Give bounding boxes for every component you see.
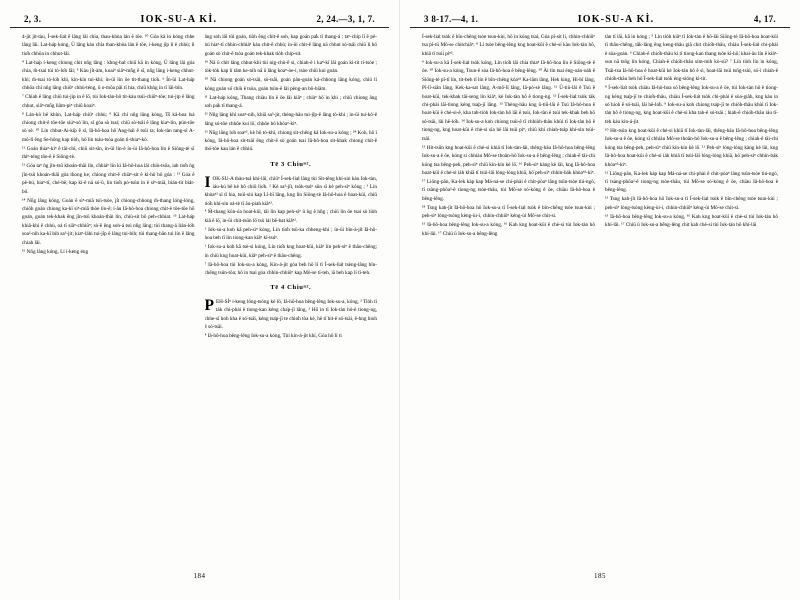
paragraph: 4-jit jit-tàu, Í-sek-lia̍t ê lâng lâi chia, thau-khòa lán ê tōe. ¹⁰ Góa kā in kóng chhe lâng lâi. Lat-ha̍p kóng, Ū lâng kàu chia than-khòa lán ê tōe, i-keng jîp lí ê chhù; lí tio̍h chhōa in chhut-lâi. <box>22 34 195 57</box>
paragraph: ¹⁶ Nn̄g lâng kóng, Lí í-keng éng <box>22 248 89 255</box>
paragraph: ¹³ Tsng kah-jīt Iâ-hô-hoa hō͘ Iok-su-a tī Í-sek-lia̍t tsòk ê bīn-chêng tsòe tsun-kùi ; peh-sìⁿ lóng-tsóng kèng-ùi-i, chhin-chhiūⁿ kéng-ùi Mô͘-se chit-sì. <box>605 196 778 211</box>
right-page-header-title: IOK-SU-A KÌ. <box>577 14 655 25</box>
paragraph: ⁷ Iâ-hô-hoa tùi Iok-su-a kóng, Kin-á-jit góa beh hō͘ lí tī Í-sek-lia̍t tsèng-lâng bīn-chêng tsûn-tōa; hō͘ in tsai góa chhin-chhiūⁿ kap Mô͘-se tī-teh, iā beh kap lí tī-teh. <box>204 261 377 276</box>
right-page-header-right: 4, 17. <box>753 14 776 24</box>
right-page-header-left: 3 8-17.—4, 1. <box>424 14 479 24</box>
right-page-column-1 <box>422 33 595 573</box>
drop-cap-letter: I <box>204 173 211 191</box>
paragraph: ¹⁸ Tsng kah-jīt Iâ-hô-hoa hō͘ Iok-su-a tī Í-sek-lia̍t tsòk ê bīn-chêng tsòe tsun-kùi ; peh-sìⁿ lóng-tsóng kèng-ùi-i, chhin-chhiūⁿ kéng-ùi Mô͘-se chit-sì. <box>422 204 595 220</box>
paragraph: ⁸ Lán-kò͘ bē khùn, Lat-ha̍p chiūⁿ chhù; ⁹ Kā chí nn̄g lâng kóng, Ts̄ kā-hoa lsá chiong chit-ê tōe-tōe siúⁿ-sò͘ lín, sî góa sò͘ tsai; chiū sò͘-tsâi ê lâng kiaⁿ-lín, pún-tōe sò͘ sè. ¹⁰ Lín chhut-Ai-ki̍p ê sî, Iâ-hô-hoa hō͘ Ang-hái ê tsúi ta; Iok-tàn tang-sì A-mô͘-lî êng Se-hông kap tiòh, hō͘ lín tsáu-tsòa goán tì-thiaⁿ-kò͘. <box>22 111 195 143</box>
left-page-columns <box>10 33 389 573</box>
paragraph-text: EH-SÌⁿ í-keng lóng-tsóng kè lō͘, Iâ-hô-hoa bêng-lêng Iok-su-a, kóng, ² Tiòh tī tàk chi-phài ê tiong-kan kéng cha̍p-jī lâng, ³ Hō͘ in tī Iok-tàn hô-ê tiong-ng, chhe-sī hoh kha ê só͘-tsāi, kéng tsa̍p-jī te chio̍h tòa kè, hē tī hit-ê só͘-tsāi, ê-hng hioh ê só͘-tsāi. <box>204 299 377 331</box>
left-page-column-1 <box>22 33 195 573</box>
paragraph: ⁴ Lat-ha̍p í-keng chiong chit nn̄g lâng : khng-ba̍t chiū kā in kóng, Ū lâng lâi góa chia, m̄-tsai tùi tó-lo̍h lâi; ⁵ Kàu ji̍t-àm, koaiⁿ siâⁿ-mn̂g ê sî, nn̄g lâng í-keng chhut-khì; m̄-tsai tó-lo̍h khì, kín-kín tui-khì; ín-ūi lín ōe tit-thang tio̍h. ⁶ Ín-ūi Lat-ha̍p chhōa chí nn̄g lâng chiūⁿ chhù-téng, ū o-môa pâi tī hia, chiū khǹg in tī lāi-bīn. <box>22 59 195 92</box>
paragraph: ¹⁹ Nā ū chit lâng chhut-khì tùi níg-chù-ê sì, chiah-ê i kaⁿ-kī lâi goán kì-tit ti-tsòe ; tòk-tòk kap lí tâm ke-nih nā ū lâng koaⁿ-òe-i, tsòe chiū kui goán. <box>204 59 377 75</box>
chapter-3-opening-paragraph <box>205 175 378 209</box>
chapter-heading-4: Tē 4 Chiuⁿ². <box>270 284 312 292</box>
left-page-column-2 <box>205 33 378 573</box>
left-page-header-right: 2, 24.—3, 1, 7. <box>316 14 375 24</box>
left-page-header-title: IOK-SU-A KÌ. <box>140 14 218 25</box>
paragraph-text: OK-SU-A thàu-tsá khí-lâi, chiūⁿ Í-sek-lia̍t lâng tùi Sit-tēng khí-sin kàu Iok-tàn, iáu-kú bē kè hô chiū lio̍h. ² Kè sa³-ji̍t, tsòk-tsúⁿ sûn sī kè peh-sìⁿ kóng ; ³ Lín khòaⁿ² sī tī hia, tsúi-siú kap Lî-bī lâng, kng lín Siōng-tè Iâ-hô-hoa ê hoat-kūi, chiū tio̍h khí-sin oá-tè tī āu-piah kiâⁿ². <box>204 175 377 207</box>
paragraph: tàn tī lāi, kā in kóng ; ⁵ Lín tiòh kiâⁿ tī Iok-tàn ê hô-lāi Siōng-tè Iâ-hô-hoa hoat-kūi tī thâu-chêng, tāk-lâng êng keng-thâu giâ chit chio̍h-thâu, chiàu Í-sek-lia̍t chi-phài ê sòa-goán. ⁶ Chiah-ê chio̍h-thâu ki tī tiong-kan thang tsòe kì-hō͘; khai-āu lín ê kiáⁿ-sun nā tsn̄g lín kóng, Chiah-ê chio̍h-thâu sím-mih kò͘-sū? ⁷ Lín tiòh lín in kóng, Tsāi-tsa Iâ-hô-hoa ê hoat-kūi kè Iok-tàn hô ê sì, hoat-lāi tsúi tsn̄g-tsùi, só͘-í chiah-ê chio̍h-thâu beh hō͘ Í-sek-lia̍t tsòk éng-sióng kì-tit. <box>605 34 778 83</box>
paragraph: ¹⁰ Hit-tsūn kng hoat-kūi ê chè-si khiā tī Iok-tàn-lāi, thêng-hāu Iâ-hô-hoa bêng-lêng Iok-su-a ê ōe, kóng sī chhiàu Mô͘-se thoân-hō͘ Iok-su-a ê bêng-lêng ; chiah-ê tāi-chì kóng tsa bêng-peh, peh-sìⁿ chiū kín-kín kè lō͘. ¹¹ Peh-sìⁿ lóng-lóng kàng kè lāi, kng Iâ-hô-hoa hoat-kūi ê chè-si iáh khiā tī tsúi-lāi lóng-lóng khiā, hō͘ peh-sìⁿ chhin-bák khòaⁿ²-kìⁿ. <box>605 127 778 168</box>
left-page-folio: 184 <box>193 572 206 580</box>
paragraph: ¹⁴ Nn̄g lâng kóng, Goán ê sìⁿ-miā tsū-tsòe, ji̍t chiong-chhong m̄-thang lóng-lóng, chiòh goán chiong ka-kī sìⁿ-miā thòe lín-ê; í-āu Iâ-hô-hoa chiong chit-ê tōe-tōe hō͘ goán, goán tek-khak êng jîn-tsû khoán-thāi lín, chiù-sit bô peh-chhiat. ¹⁵ Lat-ha̍p khiâ-khì ê chhù, oá tī siâⁿ-chhiûⁿ; sò͘-ê êng soh-á tsú nn̄g lâng; tùi thang-á lián-lo̍h soa²-nih ka-kī bih sa³-jit; kiaⁿ-láhi tui-jîp ê lâng tui-bih; tùi thang-bān tui lín ê lâng chiah lâi. <box>22 197 195 246</box>
paragraph: ¹⁵ Iâ-hô-hoa bêng-lêng Iok-su-a kóng, ¹⁶ Kah kng hoat-kūi ê chè-si tùi Iok-tàn hô khí-lâi. ¹⁷ Chiū ū Iok-su-a bêng-lêng chit kah chè-si tùi Iok-tàn hô khí-lâi <box>605 213 778 229</box>
paragraph: ²⁰ Nā chiong goán sò͘-tsâi, sò͘-tsâi, goán pān-goán ká-chhong lâng kóng, chiū lí kóng goán só͘ chiù ê tsòa, goán tsūn-ê lâi pêng-an bô-hiām. <box>204 77 377 92</box>
paragraph: ²³ Nn̄g lâng lo̍h soaⁿ², kè hô tò-khì, chiong sit-chêng kā Iok-su-a kóng ; ²⁴ Koh, hō͘ i kóng, Iâ-hô-hoa sit-tsāi ēng chit-ê sò͘ goán tsai Iâ-hô-hoa sit-khak chiong chit-ê thó͘-tōe kau lán ê chhiú. <box>204 129 377 153</box>
paragraph: ¹⁵ Hit-tsūn kng hoat-kūi ê chè-si khiā tī Iok-tàn-lāi, thêng-hāu Iâ-hô-hoa bêng-lêng Iok-su-a ê ōe, kóng si chhiàu Mô͘-se thoân-hō͘ Iok-su-a ê bêng-lêng ; chiah-ê tāi-chì kóng tsa bêng-peh, peh-sìⁿ chiū kín-kín kè lō͘. ¹⁶ Peh-sìⁿ kàng kè lāi, kng Iâ-hô-hoa hoat-kūi ê chè-si iáh khiā tī tsúi-lāi lóng-lóng khiā, hō͘ peh-sìⁿ chhin-bák khòaⁿ²-kìⁿ. <box>422 144 595 176</box>
right-page-folio: 185 <box>594 572 606 580</box>
paragraph: ²¹ Lat-ha̍p kóng, Thang chiàu lín ê ōe lâi kiâⁿ ; chiàⁿ hō͘ in khì ; chiū chiong âng soh pa̍k tī thang-á. <box>204 94 377 110</box>
chapter-4-opening-paragraph <box>205 298 378 332</box>
drop-cap-letter: P <box>204 297 214 315</box>
paragraph: ⁵ Iok-su-a koh kā peh-sìⁿ kóng, Lín tio̍h tsū-ka chheng-khì ; ín-ūi bîn-á-ji̍t Iâ-hô-hoa beh tī lín tiong-kan kiâⁿ kî-tsúⁿ. <box>204 226 377 242</box>
right-page-columns <box>410 33 790 573</box>
paragraph: ¹⁵ Iâ-hô-hoa bêng-lêng Iok-su-a kóng, ¹⁶ Kah kng hoat-kūi ê chè-si tùi Iok-tàn hô khí-lâi. ¹⁷ Chiū ū Iok-su-a bêng-lêng <box>422 222 595 237</box>
paragraph: ⁷ Chiah ê lâng chiū tui-jip in ê lō͘, tùi Iok-tàn-hô tit-kàu tsúi-chiūⁿ-tōe; tui-jip ê lâng chhut, siâⁿ-mn̂g liâm-piⁿ chiū koaiⁿ. <box>22 94 195 109</box>
right-page-running-head <box>410 14 790 28</box>
paragraph: ²² Nn̄g lâng khì soaⁿ-nih, khiā sa³-jit, thèng-hāu tui-jîp-ê lâng tò-khì ; in-ūi tui-kò͘-ê lâng só͘-tōe chhōe kui lō͘, chhōe bô khòaⁿ-kìⁿ. <box>204 112 377 127</box>
paragraph: ¹² Góa taⁿ ǹg jîn-tsû khoán-thāi lín, chhiáⁿ lín kì Iâ-hô-hoa lâi chiù-tsōa, iah tio̍h ǹg jîn-tsû khoán-thāi góa thong ke, chiong chit-ê chiàⁿ-sit ê kì-hō͘ bô góa : ¹³ Góa ê pē-bú, hiaⁿ-tī, ché-bē, kap kì-ê nā só͘-ū, lín tio̍h pó-tsûn in ê sìⁿ-miā, bián-tit biát-bô. <box>22 163 195 195</box>
left-page-running-head <box>10 14 389 28</box>
paragraph: ⁴ M̄-thang kūn-óa hoat-kūi, tāi lín kap peh-sìⁿ ū ǹg ê hn̄g ; chiū lín ōe tsai sò͘ tiòh kiâ ê lō͘, in-ūi chit-tsūn lō͘ tsò lái bē-bat kiâⁿ². <box>204 209 377 224</box>
chapter-heading-3: Tē 3 Chiuⁿ². <box>270 160 312 168</box>
right-page <box>400 0 800 600</box>
paragraph: ¹¹ Goán thiaⁿ-kìⁿ ê tāi-chì, chiū sit-sîn, ín-ūi lín-ê ín-ūi Iâ-hô-hoa lín ê Siōng-tè sī thiⁿ-téng tōe-ê ê Siōng-tè. <box>22 145 195 161</box>
paragraph: ⁹ Iok-su-a kā Í-sek-lia̍t tsòk kóng, Lín tio̍h lâi chia thiaⁿ Iâ-hô-hoa lín ê Siōng-tè ê ōe. ¹⁰ Iok-su-a kóng, Tsun-ê sòa Iâ-hô-hoa ê bêng-lêng. ¹⁰ Ài lín tsai éng-oán-oáh ê Siōng-tè pî-tī lín, tit-beh tī lín ê bīn-chêng kóaⁿ² Ka-lâm lâng, Hek kìng, Hi-bī lâng, Pî-lī-siân lâng, Kek-ka-sat lâng, A-mô͘-lî lâng, Iâ-pò͘-sè lâng. ¹¹ Ū-tiū-lâi ê Tsú ê hoat-kūi, tek-khak tāi-seng lín kiâⁿ, kè Iok-tàn hô ê tiong-ng. ¹² Í-sek-lia̍t tsòk tāk chi-phài lāi-tiong kéng tsa̍p-jī lâng. ¹³ Thèng-hāu kng ū-tiū-lâi ê Tsú Iâ-hô-hoa ê hoat-kūi ê chè-si-ê, kha tah-tiòh Iok-tàn hô lāi ê tsúi, Iok-tàn ê tsúi tek-khak beh hō͘ só͘-tsāi, lâi hē-lo̍h. ¹⁴ Iok-su-a koh chiong tsúi-ê tī chhiòh-thâu khùi tī Iok-tàn hô ê tiong-ng, kng hoat-kūi ê chè-si sîa hē lâi tsúi piⁿ, chiū khí chiah-tsáp khí-sin tsùi-tsāi. <box>422 59 595 142</box>
right-page-column-2 <box>605 33 778 573</box>
left-page-header-left: 2, 3. <box>24 14 42 24</box>
paragraph: ⁶ Iok-su-a koh kā tsè-si kóng, Lín tio̍h kng hoat-kūi, kiâⁿ lín peh-sìⁿ ê thâu-chêng; in chiū kng hoat-kūi, kiâⁿ peh-sìⁿ ê thâu-chêng. <box>204 244 377 259</box>
paragraph: âng soh lâi tûi goán, tiòh êng chit-ê soh, kap goán pa̍k tī thang-á ; taⁿ-chip lí ê pē-bú hiaⁿ-tī chhin-chhiáⁿ kàu chit-ê chhù; ín-ūi chit-ê lâng nā chhut sò͘-tsâi chiū lí hō͘ goán sò͘ chit-ê tsòa goán tek-khak tiòh chip-sit. <box>204 34 377 57</box>
paragraph: ¹² Liōng-pān, Ka-lek kàp kap Má-ná-se chi-phài ê chit-pòaⁿ lâng tsûn-tsòe tiú-ngó͘, tī tsàng-phōa²-ê tiong-ng tsòe-thâu, tùi Mô͘-se só͘-kóng ê ōe, chiàu Iâ-hô-hoa ê bêng-lêng. <box>605 170 778 194</box>
paragraph: ⁴ Iâ-hô-hoa bêng-lêng Iok-su-a kóng, Tùi kin-á-jit khí, Góa hō͘ lí ti <box>204 332 342 339</box>
paragraph: Í-sek-lia̍t tsòk ê bīn-chêng tsòe tsun-kùi, hō͘ in kóng tsai, Góa pî-sit lí, chhin-chhiūⁿ tsa pî-tū Mô͘-se chitchiâⁿ; ⁸ Lí tsòe bêng-lêng kng hoat-kūi ê chè-si kàu Iok-tàn hô, khiā tī tsúi piⁿ². <box>422 34 595 57</box>
paragraph: ¹⁷ Liōng-pān, Ka-lek kàp kap Má-ná-se chi-phài ê chit-pòaⁿ lâng tsûn-tsòe tiú-ngó͘, tī tsàng-phōa²-ê tiong-ng tsòe-thâu, tùi Mô͘-se só͘-kóng ê ōe, chiàu Iâ-hô-hoa ê bêng-lêng. <box>422 178 595 202</box>
paragraph: ⁸ Í-sek-lia̍t tsòk chiàu Iâ-hô-hoa só͘ bêng-lêng Iok-su-a ê ōe, tùi Iok-tàn hô ê tiong-ng kéng tsa̍p-jī te chio̍h-thâu, chiàu Í-sek-lia̍t tsòk chi-phài ê sòa-giâh, kng kàu in só͘ hioh ê só͘-tsāi, lâi hē-lo̍h. ⁹ Iok-su-a koh chiong tsa̍p-jī te chiòh-thâu khùi tī Iok-tàn hô ê tiong-ng, kng hoat-kūi ê chè-si kha tah-ê só͘-tsāi ; hiah-ê chio̍h-thâu iáu tī-teh kàu kin-á-jit. <box>605 85 778 125</box>
